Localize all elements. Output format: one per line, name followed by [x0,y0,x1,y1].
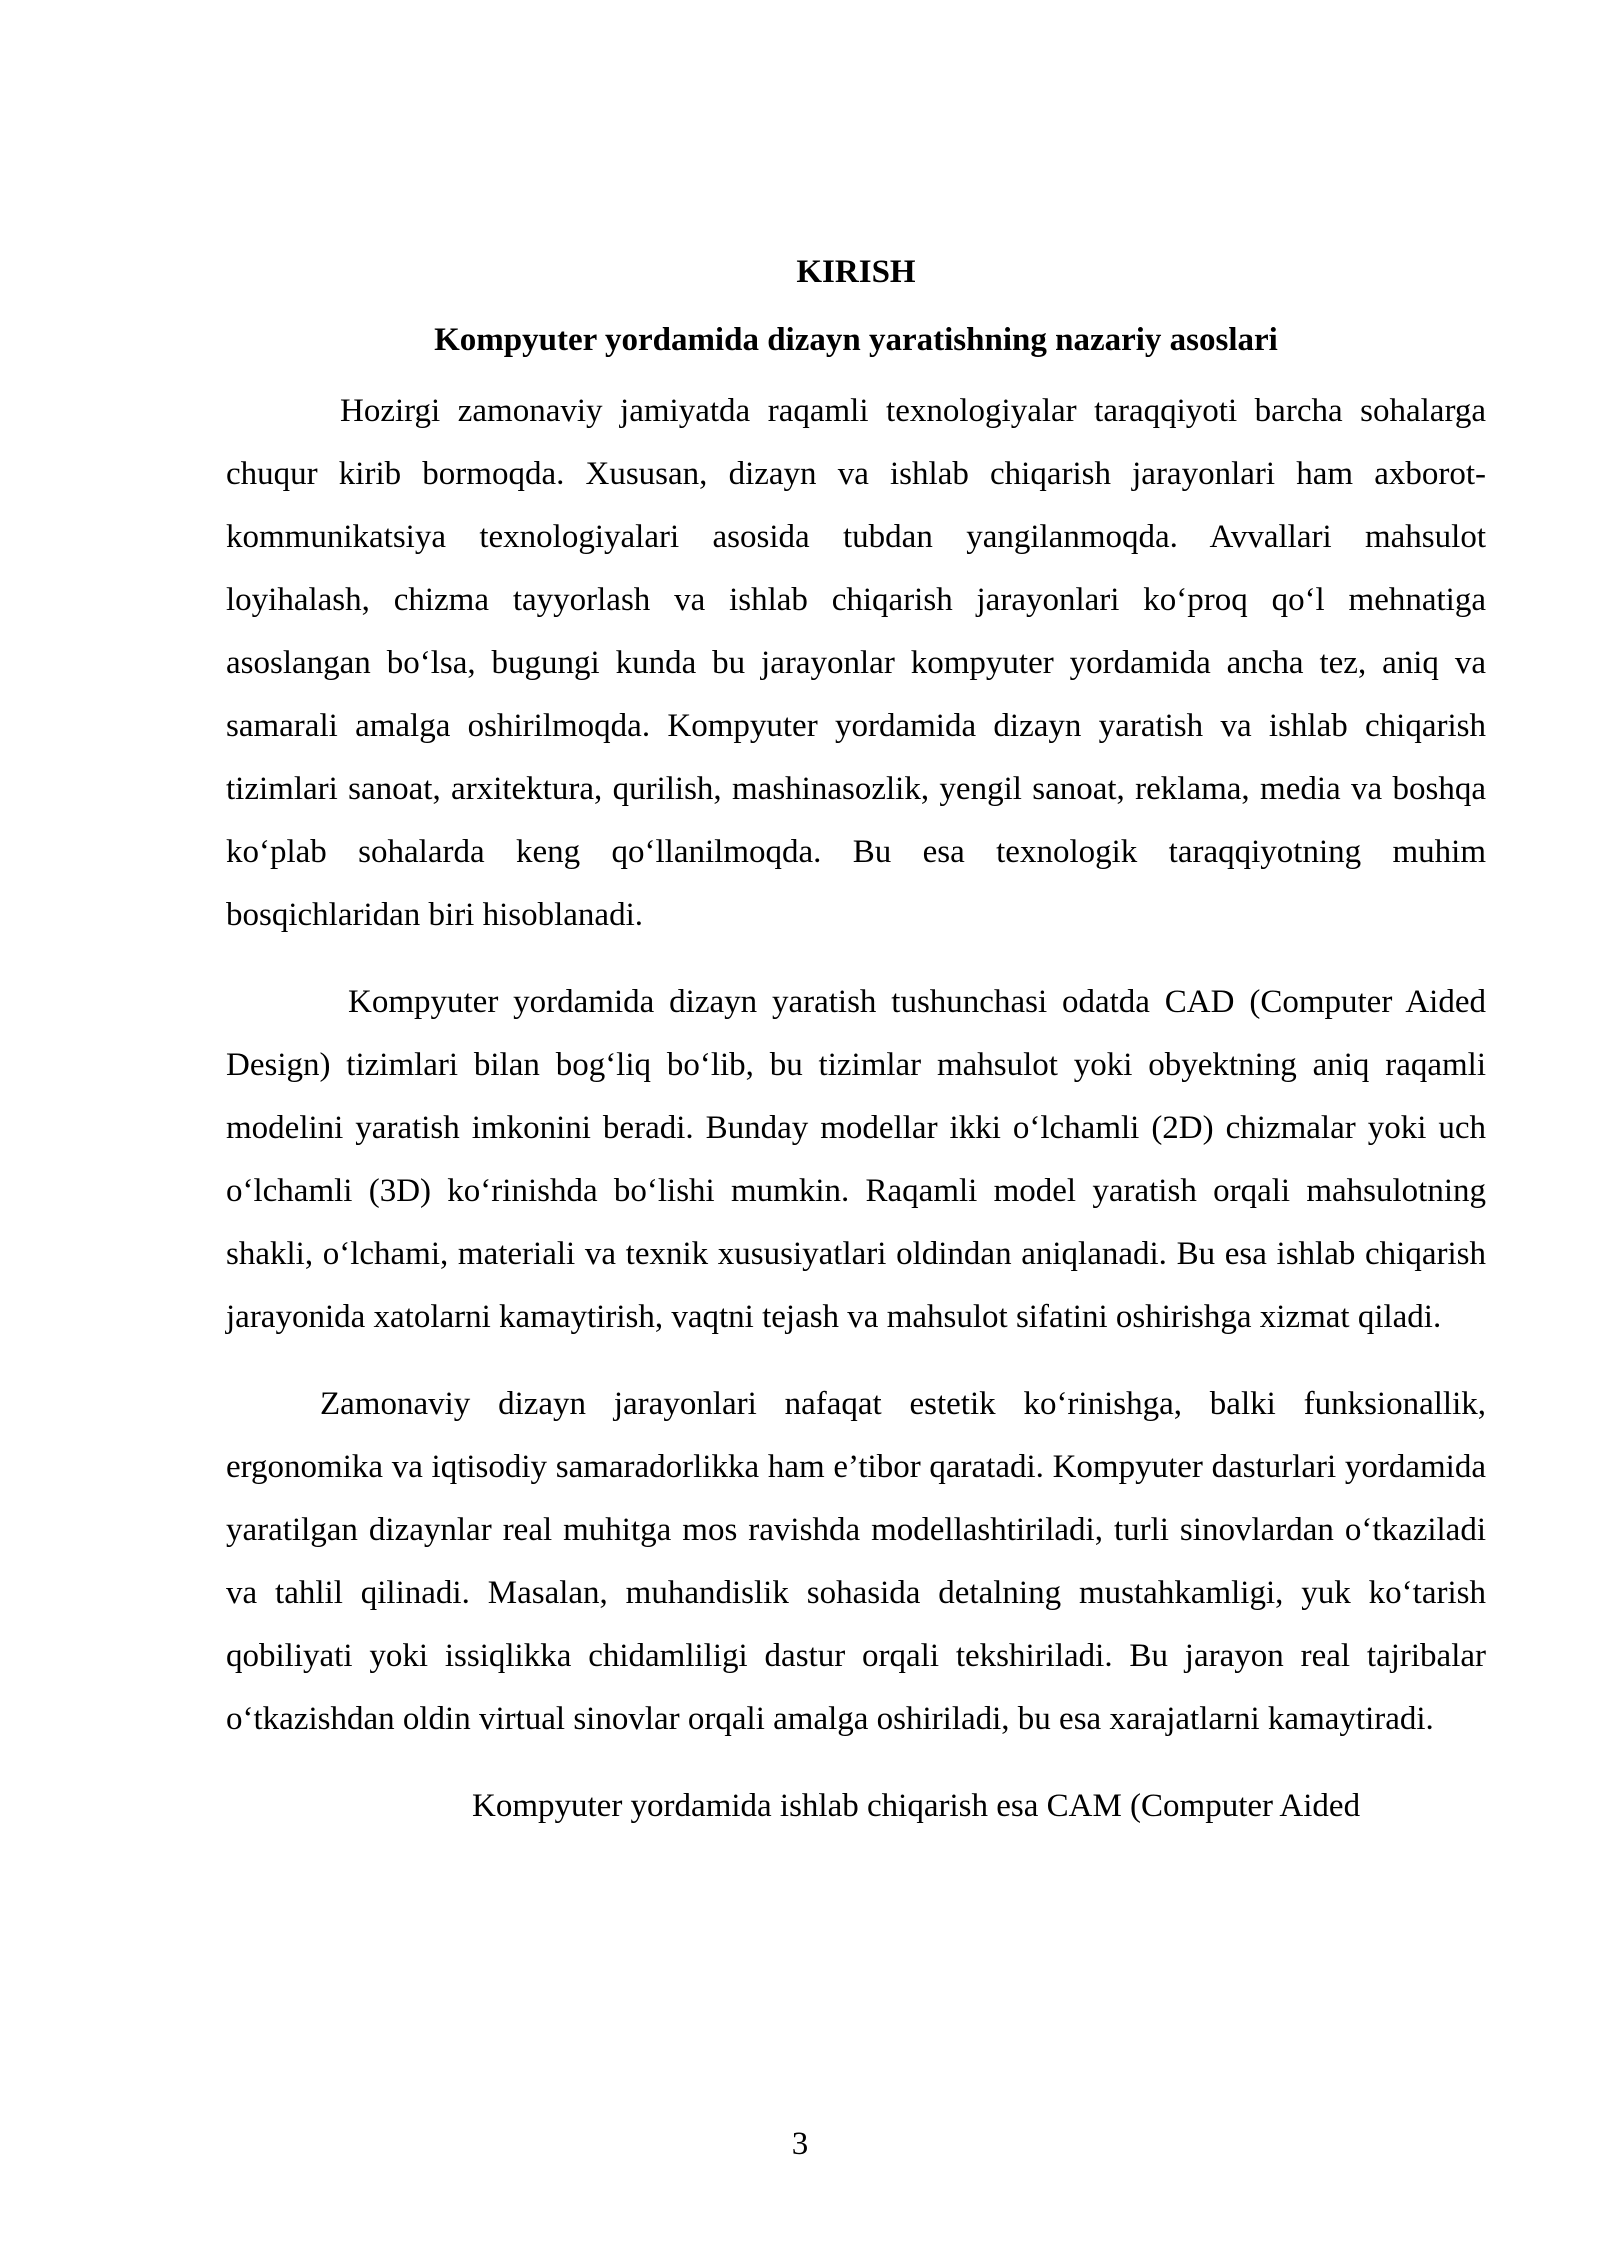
paragraph-1: Hozirgi zamonaviy jamiyatda raqamli texnologiyalar taraqqiyoti barcha sohalarga chuqur kirib bormoqda. Xususan, dizayn va ishlab chiqarish jarayonlari ham axborot-kommunikatsiya texnologiyalari asosida tubdan yangilanmoqda. Avvallari mahsulot loyihalash, chizma tayyorlash va ishlab chiqarish jarayonlari ko‘proq qo‘l mehnatiga asoslangan bo‘lsa, bugungi kunda bu jarayonlar kompyuter yordamida ancha tez, aniq va samarali amalga oshirilmoqda. Kompyuter yordamida dizayn yaratish va ishlab chiqarish tizimlari sanoat, arxitektura, qurilish, mashinasozlik, yengil sanoat, reklama, media va boshqa ko‘plab sohalarda keng qo‘llanilmoqda. Bu esa texnologik taraqqiyotning muhim bosqichlaridan biri hisoblanadi. [226,393,1486,933]
section-title: KIRISH [796,254,916,290]
page-content [226,250,1486,1838]
paragraph-4: Kompyuter yordamida ishlab chiqarish esa CAM (Computer Aided [472,1788,1361,1824]
page-number: 3 [791,2126,809,2162]
paragraph-2: Kompyuter yordamida dizayn yaratish tushunchasi odatda CAD (Computer Aided Design) tizimlari bilan bog‘liq bo‘lib, bu tizimlar mahsulot yoki obyektning aniq raqamli modelini yaratish imkonini beradi. Bunday modellar ikki o‘lchamli (2D) chizmalar yoki uch o‘lchamli (3D) ko‘rinishda bo‘lishi mumkin. Raqamli model yaratish orqali mahsulotning shakli, o‘lchami, materiali va texnik xususiyatlari oldindan aniqlanadi. Bu esa ishlab chiqarish jarayonida xatolarni kamaytirish, vaqtni tejash va mahsulot sifatini oshirishga xizmat qiladi. [226,984,1486,1335]
section-subtitle: Kompyuter yordamida dizayn yaratishning nazariy asoslari [434,322,1278,358]
paragraph-3: Zamonaviy dizayn jarayonlari nafaqat estetik ko‘rinishga, balki funksionallik, ergonomika va iqtisodiy samaradorlikka ham e’tibor qaratadi. Kompyuter dasturlari yordamida yaratilgan dizaynlar real muhitga mos ravishda modellashtiriladi, turli sinovlardan o‘tkaziladi va tahlil qilinadi. Masalan, muhandislik sohasida detalning mustahkamligi, yuk ko‘tarish qobiliyati yoki issiqlikka chidamliligi dastur orqali tekshiriladi. Bu jarayon real tajribalar o‘tkazishdan oldin virtual sinovlar orqali amalga oshiriladi, bu esa xarajatlarni kamaytiradi. [226,1386,1486,1737]
